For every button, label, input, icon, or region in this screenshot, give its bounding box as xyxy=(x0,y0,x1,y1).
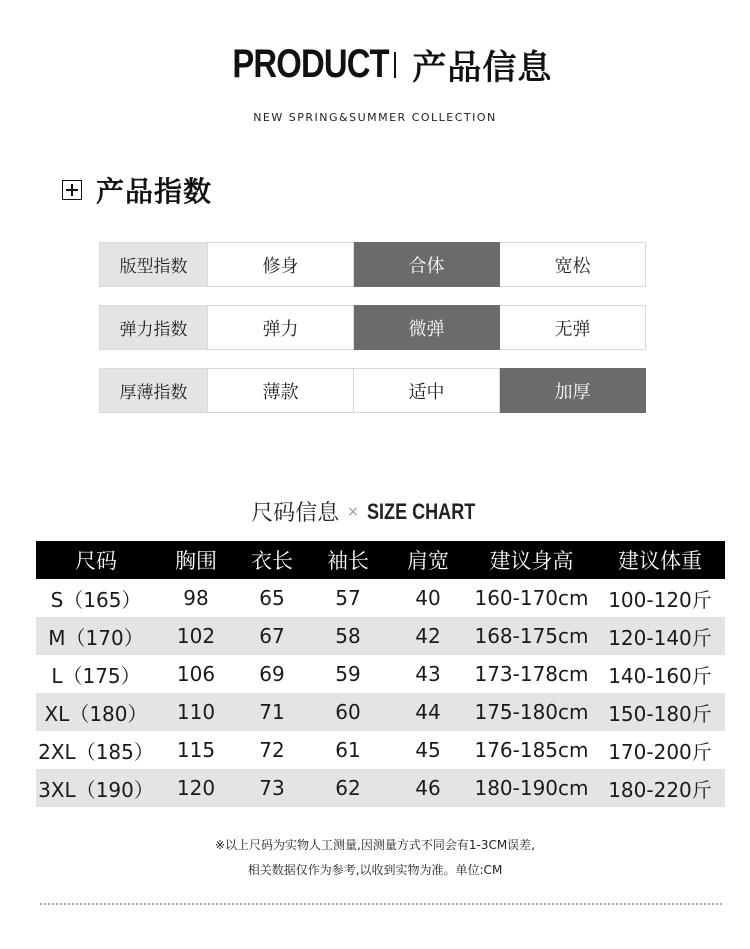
table-cell: 2XL（185） xyxy=(38,739,154,764)
index-row-elasticity xyxy=(99,305,646,350)
table-cell: 180-190cm xyxy=(474,776,589,800)
size-chart-title-en: SIZE CHART xyxy=(366,498,476,524)
table-cell: 62 xyxy=(335,776,361,800)
size-table-header xyxy=(36,541,725,579)
index-option-selected: 微弹 xyxy=(354,305,500,350)
table-row xyxy=(36,769,725,807)
table-cell: 173-178cm xyxy=(474,662,589,686)
table-cell: 67 xyxy=(259,624,285,648)
table-cell: 120-140斤 xyxy=(608,625,712,650)
product-index-title: 产品指数 xyxy=(96,175,213,208)
index-option: 修身 xyxy=(208,242,354,287)
index-option: 无弹 xyxy=(500,305,646,350)
table-cell: L（175） xyxy=(51,663,141,688)
table-cell: 170-200斤 xyxy=(608,739,712,764)
table-cell: 98 xyxy=(183,586,209,610)
table-cell: 180-220斤 xyxy=(608,777,712,802)
header-cell: 尺码 xyxy=(75,549,117,573)
table-cell: 59 xyxy=(335,662,361,686)
table-row xyxy=(36,579,725,617)
header-cell: 胸围 xyxy=(175,549,217,573)
table-cell: M（170） xyxy=(48,625,144,650)
header-title-en: PRODUCT xyxy=(231,42,389,86)
table-cell: 176-185cm xyxy=(474,738,589,762)
note-line-2: 相关数据仅作为参考,以收到实物为准。单位:CM xyxy=(247,863,503,877)
index-option-selected: 加厚 xyxy=(500,368,646,413)
table-cell: 42 xyxy=(415,624,441,648)
table-cell: 71 xyxy=(259,700,285,724)
index-row-fit xyxy=(99,242,646,287)
table-cell: 110 xyxy=(176,700,216,724)
index-label: 弹力指数 xyxy=(99,305,208,350)
table-cell: 140-160斤 xyxy=(608,663,712,688)
table-cell: 115 xyxy=(176,738,216,762)
index-option-selected: 合体 xyxy=(354,242,500,287)
table-row xyxy=(36,731,725,769)
header-cell: 建议身高 xyxy=(489,549,574,573)
product-index-heading xyxy=(62,170,212,210)
size-chart-separator: × xyxy=(347,503,359,520)
index-label: 版型指数 xyxy=(99,242,208,287)
table-cell: 102 xyxy=(176,624,216,648)
note-line-1: ※以上尺码为实物人工测量,因测量方式不同会有1-3CM误差, xyxy=(214,838,536,852)
measurement-note xyxy=(0,833,750,883)
table-cell: 57 xyxy=(335,586,361,610)
table-cell: 168-175cm xyxy=(474,624,589,648)
dotted-divider xyxy=(40,903,722,905)
header-cell: 肩宽 xyxy=(407,549,449,573)
table-cell: 175-180cm xyxy=(474,700,589,724)
size-table xyxy=(36,541,725,807)
index-option: 薄款 xyxy=(208,368,354,413)
table-row xyxy=(36,655,725,693)
header-title-row xyxy=(0,40,750,89)
header-title-cn: 产品信息 xyxy=(412,48,553,88)
table-cell: 100-120斤 xyxy=(608,587,712,612)
table-cell: S（165） xyxy=(50,587,142,612)
header-divider xyxy=(394,52,396,78)
table-cell: 58 xyxy=(335,624,361,648)
plus-box-icon xyxy=(62,180,82,200)
index-label: 厚薄指数 xyxy=(99,368,208,413)
table-cell: 3XL（190） xyxy=(38,777,154,802)
header-cell: 衣长 xyxy=(251,549,293,573)
table-cell: 120 xyxy=(176,776,216,800)
header-cell: 建议体重 xyxy=(618,549,702,573)
index-row-thickness xyxy=(99,368,646,413)
index-option: 适中 xyxy=(354,368,500,413)
header-cell: 袖长 xyxy=(327,549,369,573)
table-cell: 45 xyxy=(415,738,441,762)
index-option: 宽松 xyxy=(500,242,646,287)
table-cell: 65 xyxy=(259,586,285,610)
table-row xyxy=(36,617,725,655)
page-header xyxy=(0,40,750,124)
table-cell: 40 xyxy=(415,586,441,610)
table-cell: 150-180斤 xyxy=(608,701,712,726)
index-option: 弹力 xyxy=(208,305,354,350)
size-chart-title-cn: 尺码信息 xyxy=(251,501,340,526)
table-cell: 72 xyxy=(259,738,285,762)
table-cell: 61 xyxy=(335,738,361,762)
table-cell: 60 xyxy=(335,700,361,724)
table-cell: 43 xyxy=(415,662,441,686)
table-cell: 46 xyxy=(415,776,441,800)
header-subtitle: NEW SPRING&SUMMER COLLECTION xyxy=(253,111,497,124)
table-row xyxy=(36,693,725,731)
table-cell: 106 xyxy=(176,662,216,686)
table-cell: XL（180） xyxy=(44,701,148,726)
table-cell: 44 xyxy=(415,700,441,724)
table-cell: 73 xyxy=(259,776,285,800)
table-cell: 69 xyxy=(259,662,285,686)
size-chart-heading xyxy=(0,496,750,527)
table-cell: 160-170cm xyxy=(474,586,589,610)
